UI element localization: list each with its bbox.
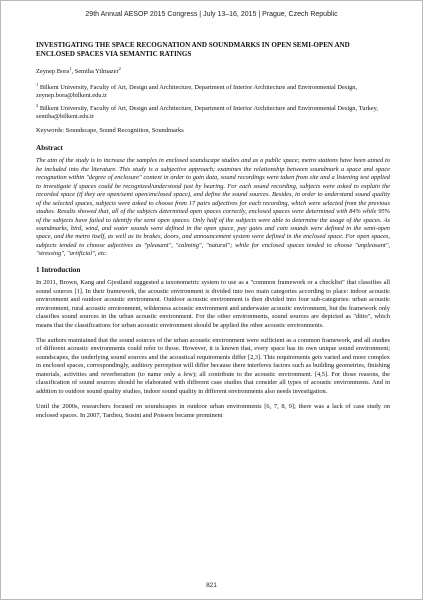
abstract-heading: Abstract (36, 143, 63, 152)
running-header: 29th Annual AESOP 2015 Congress | July 13–16, 2015 | Prague, Czech Republic (85, 11, 338, 18)
author-list (36, 68, 390, 76)
page-number: 821 (206, 582, 217, 589)
paper-title: INVESTIGATING THE SPACE RECOGNATION AND SOUNDMARKS IN OPEN SEMI-OPEN AND ENCLOSED SPACES VIA SEMANTIC RATINGS (36, 41, 350, 59)
affiliation-text: Bilkent University, Faculty of Art, Design and Architecture, Department of Interior Architecture and Environmental Design, zeynep.bora@bilkent.edu.tr (36, 83, 358, 100)
affiliation-mark: 1 (36, 81, 39, 87)
body-paragraph: Until the 2000s, researchers focused on soundscapes in outdoor urban environments [6, 7, 8, 9]; there was a lack of case study on enclosed spaces. In 2007, Tardieu, Susini and Poisson became prominent (36, 403, 390, 419)
author-separator: , (71, 68, 75, 76)
body-paragraph: In 2011, Brown, Kang and Gjestland suggested a taxonometric system to use as a "common framework or a checklist" that classifies all sound sources [1]. In their framework, the acoustic environment is divided into two main categories according to place: indoor acoustic environment and outdoor acoustic environment. Outdoor acoustic environment is then divided into four sub-categories: urban acoustic environment, rural acoustic environment, wilderness acoustic environment and underwater acoustic environment, but the framework only classifies sound sources in the urban acoustic environment. For the other environments, sound sources are depicted as "ditto", which means that the classifications for urban acoustic environment should be applied the other acoustic environments. (36, 279, 390, 329)
affiliation (36, 81, 390, 101)
affiliation-mark: 2 (36, 102, 39, 108)
author-affiliation-mark: 2 (118, 66, 121, 72)
author-name: Zeynep Bora (36, 68, 70, 76)
body-paragraph: The authors maintained that the sound sources of the urban acoustic environment were sufficient as a common framework, and all studies of different acoustic environments could refer to those. However, it is known that, every space has its own unique sound environment; soundscapes, the underlying sound sources and the acoustical requirements differ [2,3]. This requirements gets varied and more complex in enclosed spaces, correspondingly, auditory perception will differ because there interferes factors such as building geometries, finishing materials, activities and reverberation (to name only a few); all contribute to the acoustic environment. [4,5]. For those reasons, the classification of sound sources should be elaborated with different case studies that consider all types of acoustic environments. And in addition to outdoor sound quality studies, indoor sound quality in different environments also needs investigation. (36, 337, 390, 395)
abstract-text: The aim of the study is to increase the samples in enclosed soundscape studies and as a public space; metro stations have been aimed to be included into the literature. This study is a subjective approach; examines the relationship between soundmark a space and space recognation within "degree of enclosure" context in order to gain data, sound recordings were taken from site and a listening test applied to investigate if spaces could be recognized/understood just by hearing. For each sound recording, subjects were asked to explain the recorded space (if they are open/semi open/enclosed space), and define the sound sources. Besides, in order to understand sound quality of the selected spaces, subjects were asked to choose from 17 pairs adjectives for each recording, which were selected from the previous studies. Results showed that, all of the subjects determined open spaces correctly, enclosed spaces were determined with 84% while 95% of the subjects have failed to identify the semi open spaces. Only half of the subjects were able to determine the usage of the spaces. As soundmarks, bird, wind, and water sounds were defined in the open space, pay gates and coin sounds were defined in the semi-open space, and the metro itself, as well as its brakes, doors, and announcement system were defined in the enclosed space. For open spaces, subjects tended to choose adjectives as "pleasant", "calming", "natural"; while for enclosed spaces tended to choose "unpleasant", "stressing", "artificial", etc. (36, 157, 390, 258)
author-name: Semiha Yilmazer (74, 68, 119, 76)
page-content (36, 41, 390, 427)
introduction-heading: 1 Introduction (36, 265, 81, 274)
affiliation-text: Bilkent University, Faculty of Art, Design and Architecture, Department of Interior Architecture and Environmental Design, Turkey, semiha@bilkent.edu.tr (36, 104, 378, 120)
keywords: Keywords: Soundscape, Sound Recognition, Soundmarks (36, 127, 184, 135)
author-affiliation-mark: 1 (69, 66, 72, 72)
affiliation (36, 102, 390, 122)
